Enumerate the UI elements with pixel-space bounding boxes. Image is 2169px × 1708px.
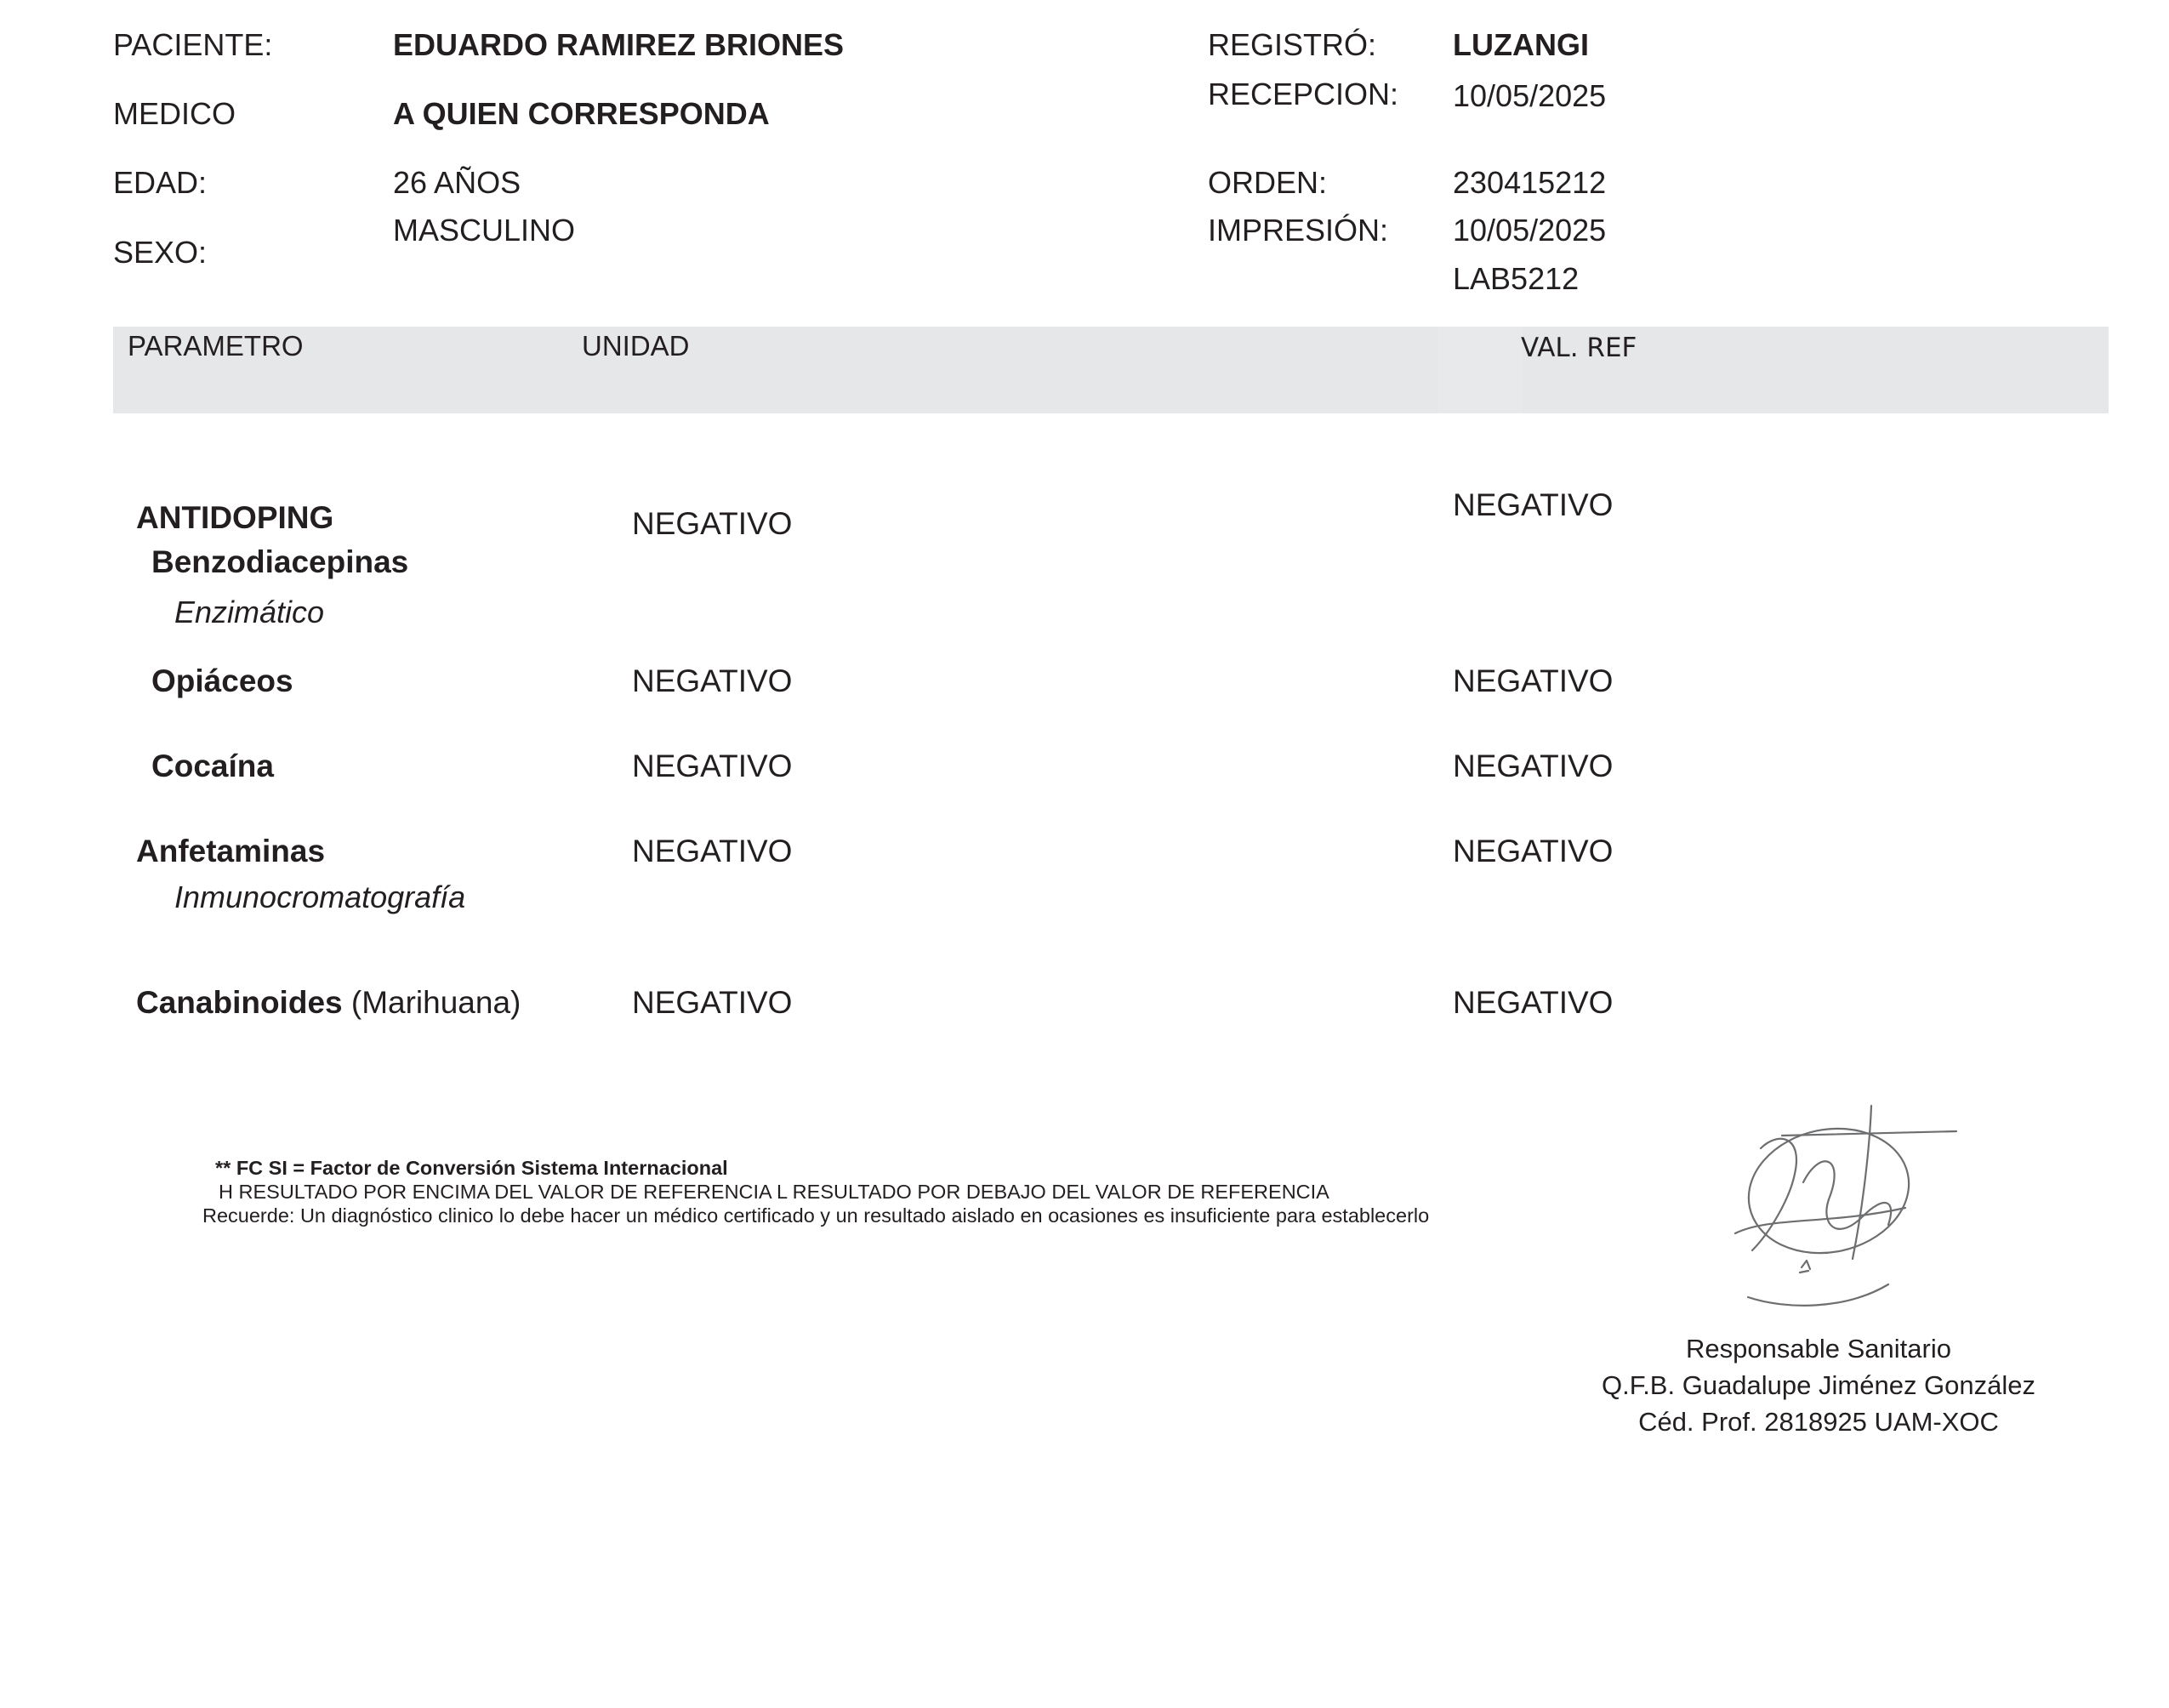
signatory-license: Céd. Prof. 2818925 UAM-XOC [1638, 1407, 1999, 1437]
age-label: EDAD: [113, 165, 208, 200]
col-header-parameter: PARAMETRO [128, 330, 304, 362]
reception-label: RECEPCION: [1208, 77, 1399, 111]
row-method-inmunocromatografia: Inmunocromatografía [174, 880, 466, 914]
lab-code: LAB5212 [1453, 261, 1580, 296]
table-header-shade [1437, 327, 1523, 413]
row-name-benzodiacepinas: Benzodiacepinas [151, 544, 409, 579]
row-result-anfetaminas: NEGATIVO [632, 834, 793, 868]
signatory-name: Q.F.B. Guadalupe Jiménez González [1601, 1370, 2036, 1400]
doctor-name: A QUIEN CORRESPONDA [393, 96, 770, 131]
col-header-unit: UNIDAD [582, 330, 690, 362]
row-reference-cocaina: NEGATIVO [1453, 749, 1614, 783]
registered-label: REGISTRÓ: [1208, 27, 1377, 62]
age-value: 26 AÑOS [393, 165, 521, 200]
patient-label: PACIENTE: [113, 27, 273, 62]
patient-name: EDUARDO RAMIREZ BRIONES [393, 27, 845, 62]
row-name-canabinoides: Canabinoides [136, 985, 343, 1020]
row-reference-benzodiacepinas: NEGATIVO [1453, 487, 1614, 522]
sex-value: MASCULINO [393, 213, 576, 248]
row-name-opiaceos: Opiáceos [151, 663, 293, 698]
row-method-enzimatico: Enzimático [174, 595, 325, 629]
row-reference-canabinoides: NEGATIVO [1453, 985, 1614, 1020]
row-reference-opiaceos: NEGATIVO [1453, 663, 1614, 698]
row-result-opiaceos: NEGATIVO [632, 663, 793, 698]
section-title: ANTIDOPING [136, 500, 334, 535]
note-disclaimer: Recuerde: Un diagnóstico clinico lo debe hacer un médico certificado y un resultado aislado en ocasiones es insuficiente para establecerlo [202, 1204, 1430, 1227]
row-name-canabinoides-group [136, 987, 521, 1018]
doctor-label: MEDICO [113, 96, 236, 131]
row-result-canabinoides: NEGATIVO [632, 985, 793, 1020]
reception-date: 10/05/2025 [1453, 78, 1607, 113]
signatory-role: Responsable Sanitario [1686, 1334, 1951, 1364]
order-number: 230415212 [1453, 165, 1607, 200]
note-flags: H RESULTADO POR ENCIMA DEL VALOR DE REFERENCIA L RESULTADO POR DEBAJO DEL VALOR DE REFERENCIA [219, 1181, 1329, 1203]
row-result-cocaina: NEGATIVO [632, 749, 793, 783]
row-name-suffix-marihuana: (Marihuana) [350, 985, 521, 1020]
handwritten-signature [1701, 1097, 1973, 1318]
order-label: ORDEN: [1208, 165, 1328, 200]
print-label: IMPRESIÓN: [1208, 213, 1389, 248]
row-name-cocaina: Cocaína [151, 749, 274, 783]
registered-by: LUZANGI [1453, 27, 1589, 62]
print-date: 10/05/2025 [1453, 213, 1607, 248]
row-result-benzodiacepinas: NEGATIVO [632, 506, 793, 541]
row-reference-anfetaminas: NEGATIVO [1453, 834, 1614, 868]
sex-label: SEXO: [113, 235, 208, 270]
row-name-anfetaminas: Anfetaminas [136, 834, 326, 868]
col-header-reference: VAL. REF [1521, 333, 1637, 363]
note-fc-si: ** FC SI = Factor de Conversión Sistema Internacional [215, 1157, 728, 1179]
table-header-bar [113, 327, 2109, 413]
